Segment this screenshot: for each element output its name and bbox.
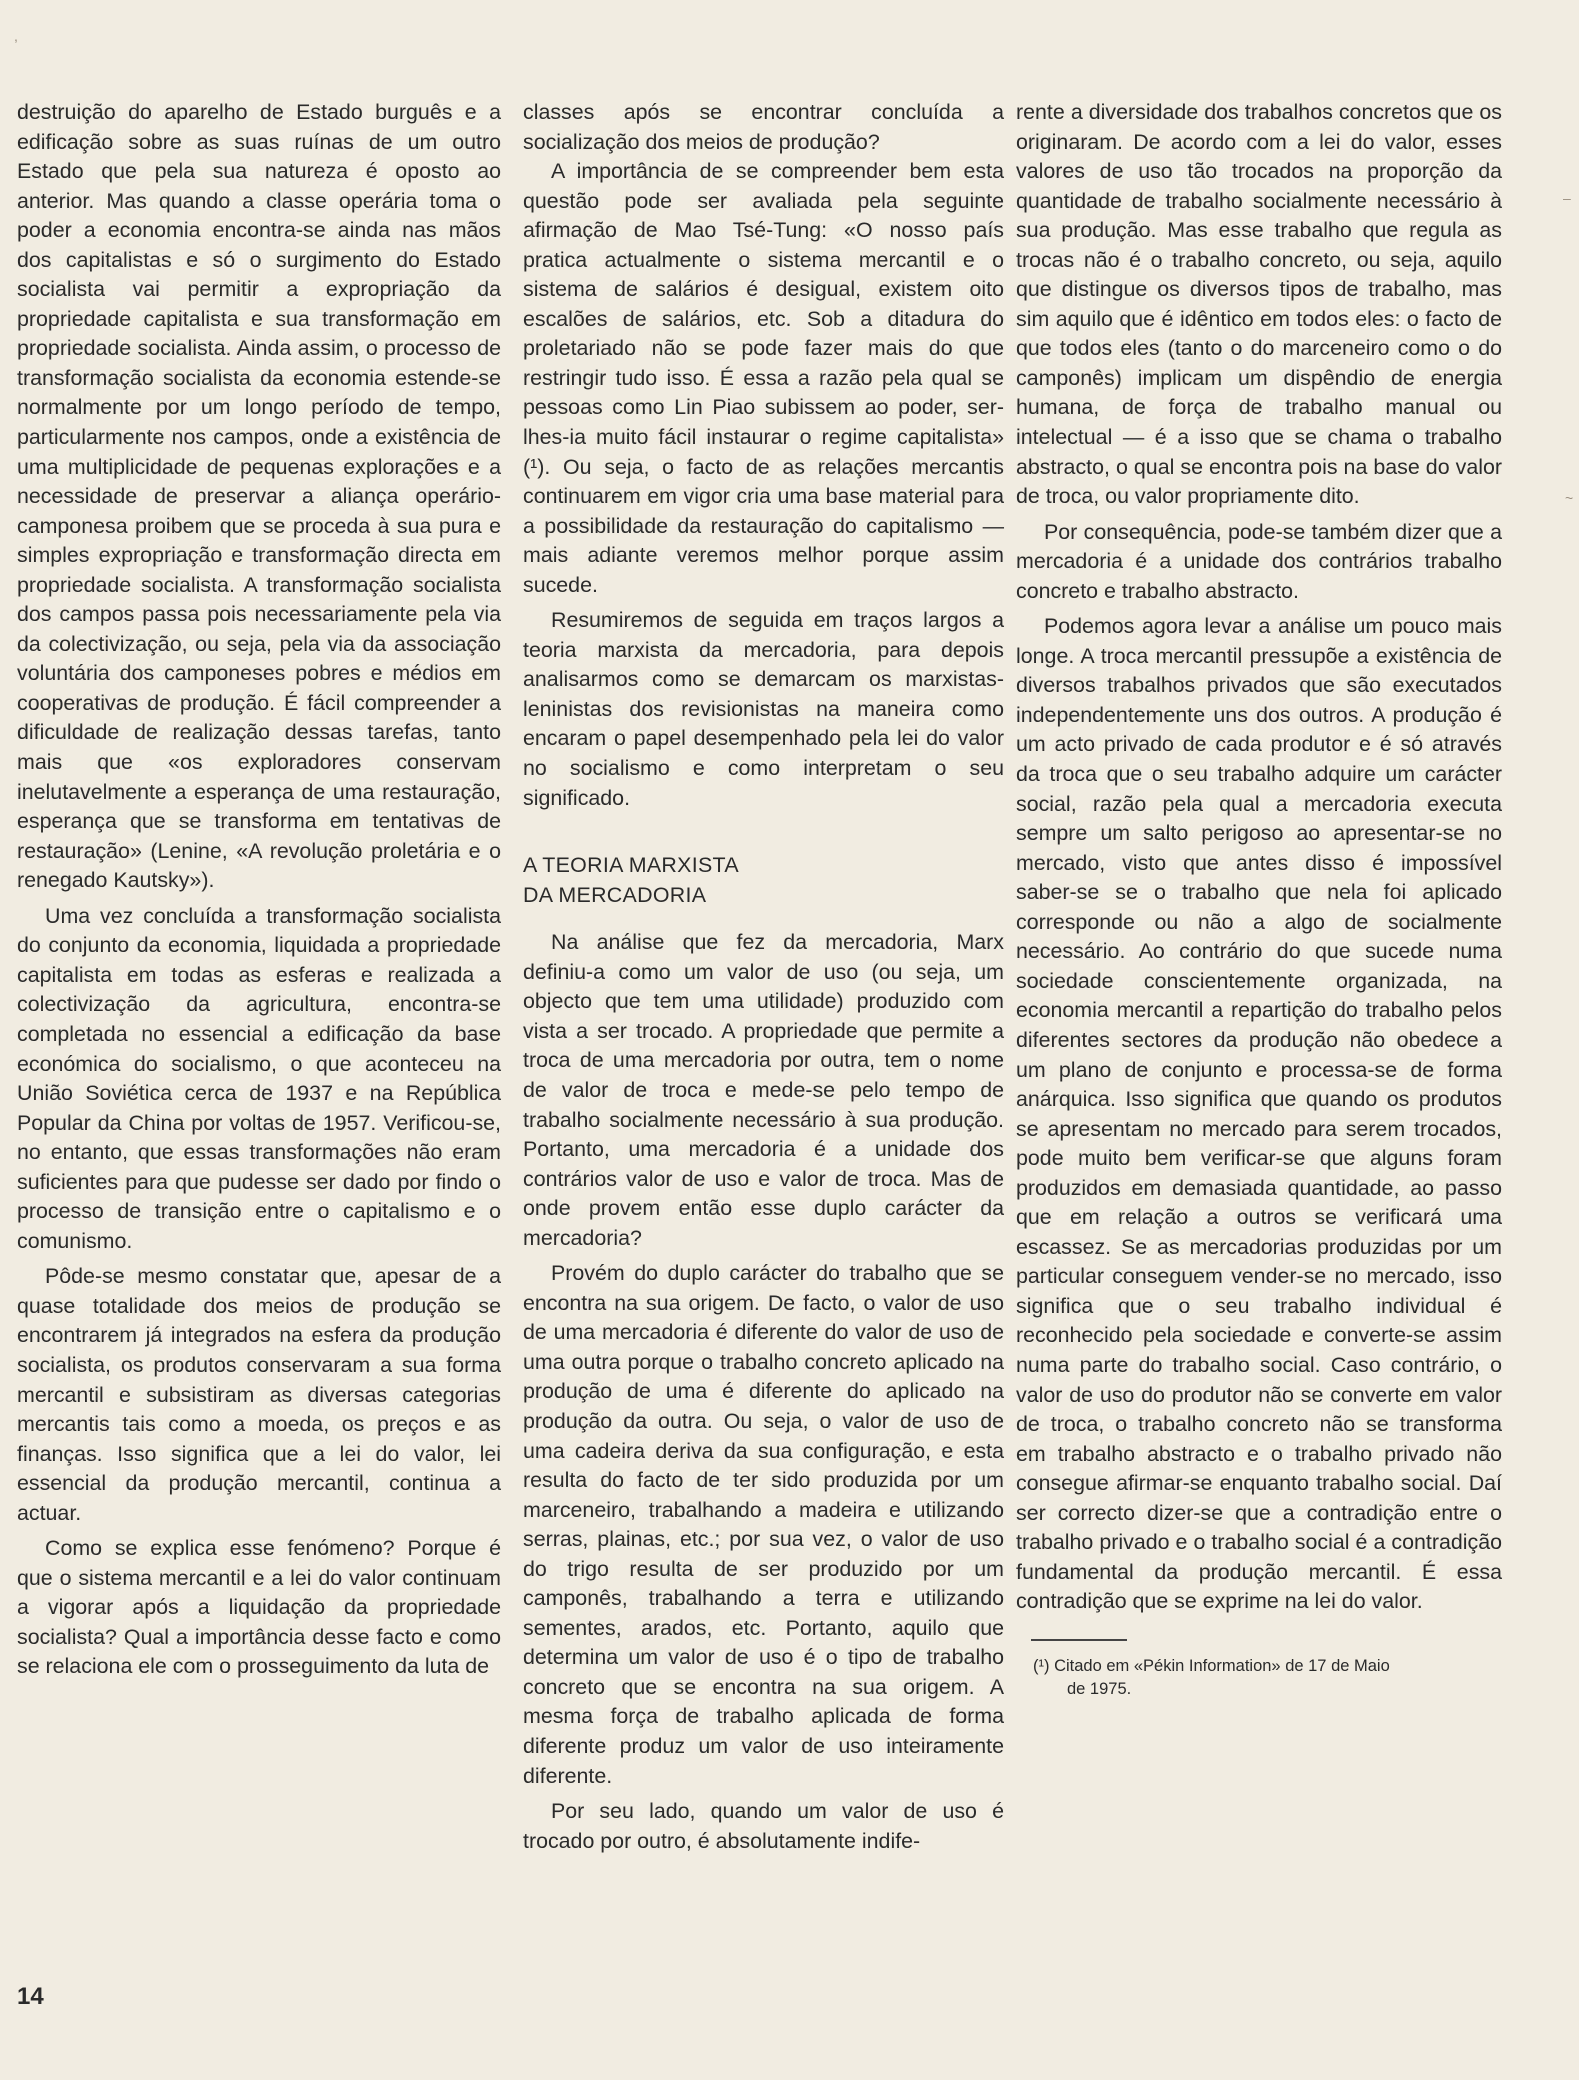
text-column-3 bbox=[1016, 98, 1502, 1701]
paragraph: destruição do aparelho de Estado burguês e a edificação sobre as suas ruínas de um outro Estado que pela sua natureza é oposto ao anterior. Mas quando a classe operária toma o poder a economia encontra-se ainda nas mãos dos capitalistas e só o surgimento do Estado socialista vai permitir a expropriação da propriedade capitalista e sua transformação em propriedade socialista. Ainda assim, o processo de transformação socialista da economia estende-se normalmente por um longo período de tempo, particularmente nos campos, onde a existência de uma multiplicidade de pequenas explorações e a necessidade de preservar a aliança operário-camponesa proibem que se proceda à sua pura e simples expropriação e transformação directa em propriedade socialista. A transformação socialista dos campos passa pois necessariamente pela via da colectivização, ou seja, pela via da associação voluntária dos camponeses pobres e médios em cooperativas de produção. É fácil compreender a dificuldade de realização dessas tarefas, tanto mais que «os exploradores conservam inelutavelmente a esperança de uma restauração, esperança que se transforma em tentativas de restauração» (Lenine, «A revolução proletária e o renegado Kautsky»). bbox=[17, 100, 501, 893]
scan-mark-right-top: – bbox=[1563, 190, 1571, 206]
footnote-line-2: de 1975. bbox=[1067, 1679, 1132, 1698]
paragraph: Provém do duplo carácter do trabalho que se encontra na sua origem. De facto, o valor de uso de uma mercadoria é diferente do valor de uso de uma outra porque o trabalho concreto aplicado na produção de uma é diferente do aplicado na produção da outra. Ou seja, o valor de uso de uma cadeira deriva da sua configuração, e esta resulta do facto de ter sido produzida por um marceneiro, trabalhando a madeira e utilizando serras, plainas, etc.; por sua vez, o valor de uso do trigo resulta de ser produzido por um camponês, trabalhando a terra e utilizando sementes, arados, etc. Portanto, aquilo que determina um valor de uso é o tipo de trabalho concreto que se encontra na sua origem. A mesma força de trabalho aplicada de forma diferente produz um valor de uso inteiramente diferente. bbox=[523, 1261, 1004, 1788]
text-column-1 bbox=[17, 98, 501, 1682]
paragraph: Podemos agora levar a análise um pouco mais longe. A troca mercantil pressupõe a existência de diversos trabalhos privados que são executados independentemente uns dos outros. A produção é um acto privado de cada produtor e é só através da troca que o seu trabalho adquire um carácter social, razão pela qual a mercadoria executa sempre um salto perigoso ao apresentar-se no mercado, visto que antes disso é impossível saber-se se o trabalho que nela foi aplicado corresponde ou não a algo de socialmente necessário. Ao contrário do que sucede numa sociedade conscientemente organizada, na economia mercantil a repartição do trabalho pelos diferentes sectores da produção não obedece a um plano de conjunto e processa-se de forma anárquica. Isso significa que quando os produtos se apresentam no mercado para serem trocados, pode muito bem verificar-se que alguns foram produzidos em demasiada quantidade, ao passo que em relação a outros se verificará uma escassez. Se as mercadorias produzidas por um particular conseguem vender-se no mercado, isso significa que o seu trabalho individual é reconhecido pela sociedade e converte-se assim numa parte do trabalho social. Caso contrário, o valor de uso do produtor não se converte em valor de troca, o trabalho concreto não se transforma em trabalho abstracto e o trabalho privado não consegue afirmar-se enquanto trabalho social. Daí ser correcto dizer-se que a contradição entre o trabalho privado e o trabalho social é a contradição fundamental da produção mercantil. É essa contradição que se exprime na lei do valor. bbox=[1016, 614, 1502, 1614]
paragraph: Pôde-se mesmo constatar que, apesar de a quase totalidade dos meios de produção se encontrarem já integrados na esfera da produção socialista, os produtos conservaram a sua forma mercantil e subsistiram as diversas categorias mercantis tais como a moeda, os preços e as finanças. Isso significa que a lei do valor, lei essencial da produção mercantil, continua a actuar. bbox=[17, 1264, 501, 1525]
scan-mark-top-left: , bbox=[14, 28, 18, 44]
paragraph: Por consequência, pode-se também dizer que a mercadoria é a unidade dos contrários trabalho concreto e trabalho abstracto. bbox=[1016, 519, 1502, 603]
footnote-line-1: (¹) Citado em «Pékin Information» de 17 de Maio bbox=[1033, 1656, 1390, 1675]
footnote bbox=[1016, 1655, 1502, 1701]
paragraph: Por seu lado, quando um valor de uso é trocado por outro, é absolutamente indife- bbox=[523, 1799, 1004, 1853]
paragraph: Resumiremos de seguida em traços largos a teoria marxista da mercadoria, para depois analisarmos como se demarcam os marxistas-leninistas dos revisionistas na maneira como encaram o papel desempenhado pela lei do valor no socialismo e como interpretam o seu significado. bbox=[523, 608, 1004, 810]
scan-mark-right-mid: ~ bbox=[1565, 490, 1574, 506]
section-heading-line-2: DA MERCADORIA bbox=[523, 882, 707, 907]
paragraph: A importância de se compreender bem esta questão pode ser avaliada pela seguinte afirmação de Mao Tsé-Tung: «O nosso país pratica actualmente o sistema mercantil e o sistema de salários é desigual, existem oito escalões de salários, etc. Sob a ditadura do proletariado não se pode fazer mais do que restringir tudo isso. É essa a razão pela qual se pessoas como Lin Piao subissem ao poder, ser-lhes-ia muito fácil instaurar o regime capitalista» (¹). Ou seja, o facto de as relações mercantis continuarem em vigor cria uma base material para a possibilidade da restauração do capitalismo — mais adiante veremos melhor porque assim sucede. bbox=[523, 159, 1004, 597]
text-column-2 bbox=[523, 98, 1004, 1856]
section-heading-line-1: A TEORIA MARXISTA bbox=[523, 853, 739, 878]
paragraph: Uma vez concluída a transformação socialista do conjunto da economia, liquidada a propriedade capitalista em todas as esferas e realizada a colectivização da agricultura, encontra-se completada no essencial a edificação da base económica do socialismo, o que aconteceu na União Soviética cerca de 1937 e na República Popular da China por voltas de 1957. Verificou-se, no entanto, que essas transformações não eram suficientes para que pudesse ser dado por findo o processo de transição entre o capitalismo e o comunismo. bbox=[17, 903, 501, 1253]
paragraph: Na análise que fez da mercadoria, Marx definiu-a como um valor de uso (ou seja, um objecto que tem uma utilidade) produzido com vista a ser trocado. A propriedade que permite a troca de uma mercadoria por outra, tem o nome de valor de troca e mede-se pelo tempo de trabalho socialmente necessário à sua produção. Portanto, uma mercadoria é a unidade dos contrários valor de uso e valor de troca. Mas de onde provem então esse duplo carácter da mercadoria? bbox=[523, 930, 1004, 1250]
section-heading bbox=[523, 851, 1004, 910]
page-number: 14 bbox=[17, 1983, 44, 2010]
paragraph: classes após se encontrar concluída a socialização dos meios de produção? bbox=[523, 100, 1004, 154]
paragraph: rente a diversidade dos trabalhos concretos que os originaram. De acordo com a lei do valor, esses valores de uso tão trocados na proporção da quantidade de trabalho socialmente necessário à sua produção. Mas esse trabalho que regula as trocas não é o trabalho concreto, ou seja, aquilo que distingue os diversos tipos de trabalho, mas sim aquilo que é idêntico em todos eles: o facto de que todos eles (tanto o do marceneiro como o do camponês) implicam um dispêndio de energia humana, de força de trabalho manual ou intelectual — é a isso que se chama o trabalho abstracto, o qual se encontra pois na base do valor de troca, ou valor propriamente dito. bbox=[1016, 100, 1502, 509]
footnote-divider bbox=[1031, 1639, 1127, 1641]
paragraph: Como se explica esse fenómeno? Porque é que o sistema mercantil e a lei do valor continuam a vigorar após a liquidação da propriedade socialista? Qual a importância desse facto e como se relaciona ele com o prosseguimento da luta de bbox=[17, 1536, 501, 1679]
